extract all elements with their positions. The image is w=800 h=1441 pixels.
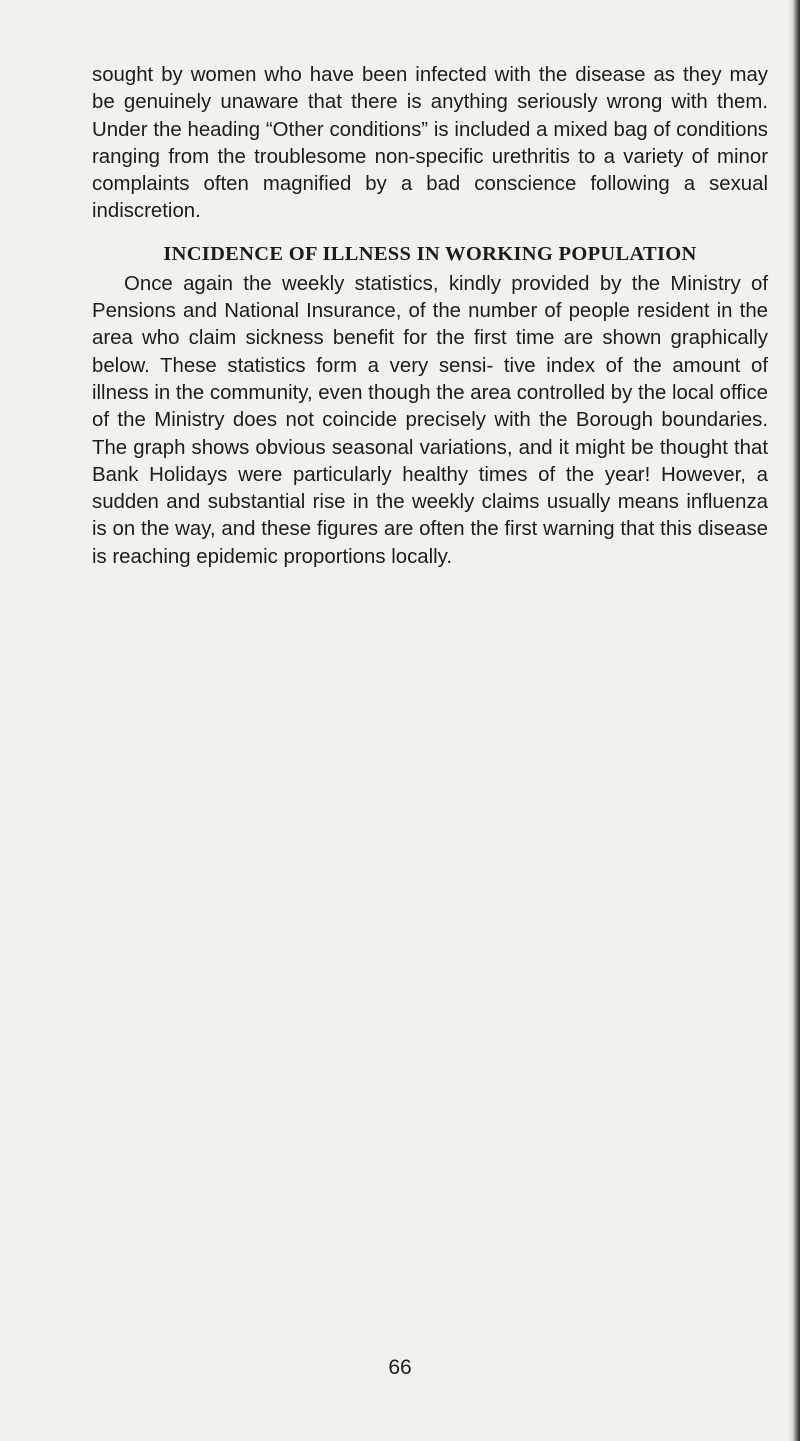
intro-paragraph: sought by women who have been infected with the disease as they may be genuinely unaware that there is anything seriously wrong with them. Under the heading “Other conditions” is included a mixed bag of conditions ranging from the troublesome non-specific urethritis to a variety of minor complaints often magnified by a bad conscience following a sexual indiscretion.: [92, 64, 768, 223]
page-edge-shadow: [788, 0, 800, 1441]
section-heading: INCIDENCE OF ILLNESS IN WORKING POPULATION: [163, 242, 697, 265]
section-paragraph: Once again the weekly statistics, kindly provided by the Ministry of Pensions and National Insurance, of the number of people resident in the area who claim sickness benefit for the first time are shown graphically below. These statistics form a very sensi- tive index of the amount of illness in the community, even though the area controlled by the local office of the Ministry does not coincide precisely with the Borough boundaries. The graph shows obvious seasonal variations, and it might be thought that Bank Holidays were particularly healthy times of the year! However, a sudden and substantial rise in the weekly claims usually means influenza is on the way, and these figures are often the first warning that this disease is reaching epidemic proportions locally.: [92, 272, 768, 568]
document-body: [92, 62, 768, 571]
page-number: 66: [388, 1356, 412, 1379]
